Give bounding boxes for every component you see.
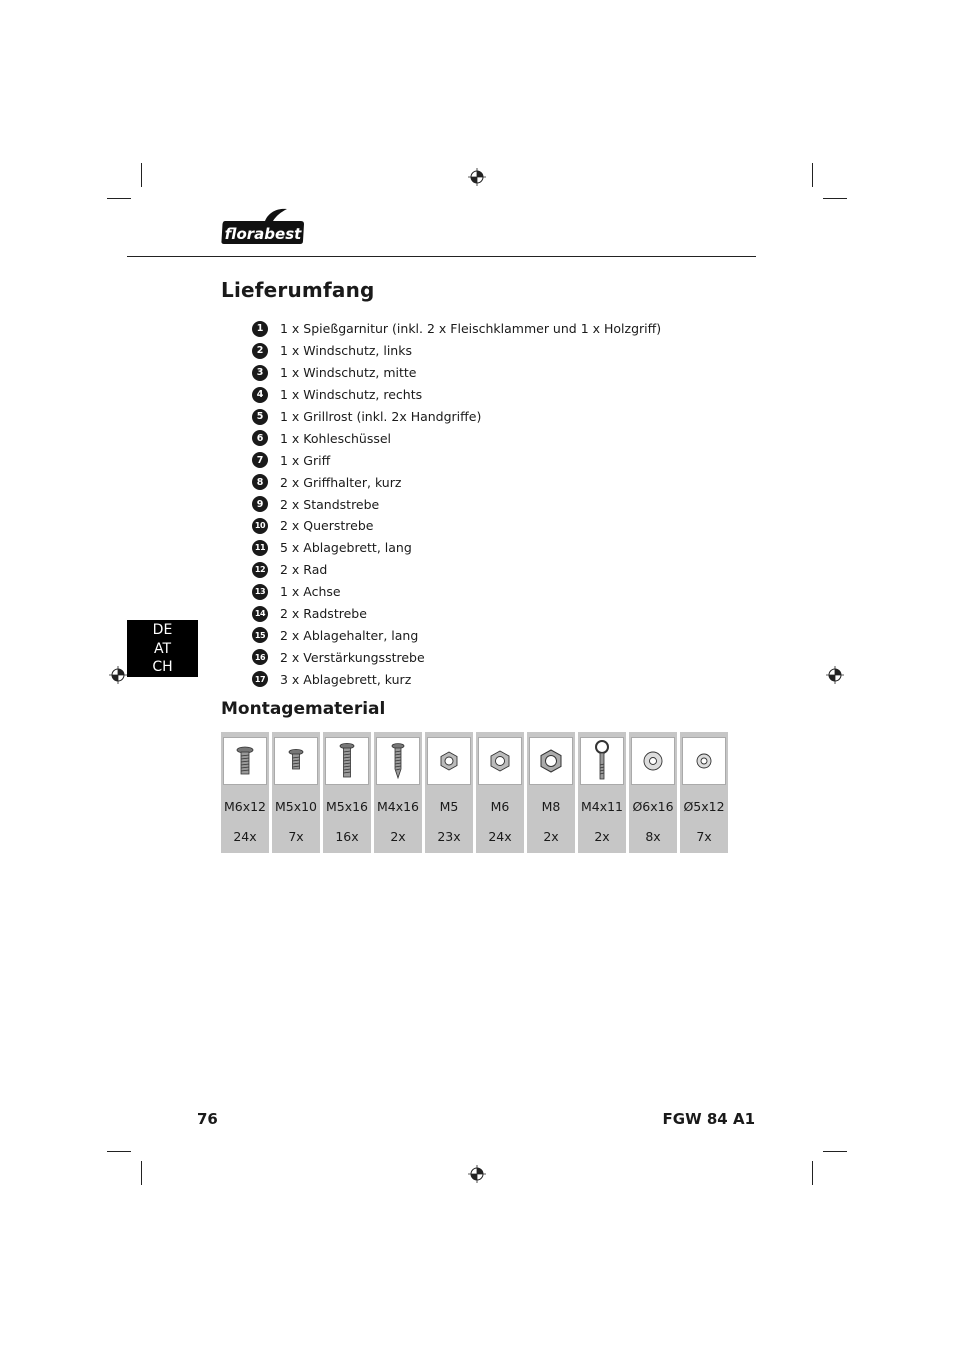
hardware-size: Ø6x16	[629, 790, 677, 820]
registration-mark-icon	[468, 168, 486, 186]
hardware-count: 7x	[680, 820, 728, 853]
logo-text: florabest	[224, 225, 302, 243]
wood-screw-icon	[388, 741, 408, 781]
hardware-table	[218, 732, 731, 853]
item-text: 3 x Ablagebrett, kurz	[280, 671, 412, 687]
crop-mark	[141, 163, 142, 187]
list-item	[252, 471, 661, 493]
page-title: Lieferumfang	[221, 278, 375, 302]
hardware-size: M4x11	[578, 790, 626, 820]
registration-mark-icon	[468, 1165, 486, 1183]
list-item	[252, 603, 661, 625]
item-number: 11	[252, 540, 268, 556]
item-text: 2 x Standstrebe	[280, 496, 380, 512]
item-text: 1 x Windschutz, rechts	[280, 387, 423, 403]
language-code: DE	[152, 622, 173, 638]
item-text: 1 x Kohleschüssel	[280, 430, 392, 446]
screw-icon	[235, 743, 255, 779]
list-item	[252, 624, 661, 646]
list-item	[252, 559, 661, 581]
washer-icon	[642, 750, 664, 772]
item-number: 12	[252, 562, 268, 578]
screw-icon	[286, 743, 306, 779]
language-tab	[127, 620, 198, 677]
item-number: 9	[252, 496, 268, 512]
crop-mark	[141, 1161, 142, 1185]
item-text: 1 x Spießgarnitur (inkl. 2 x Fleischklammer und 1 x Holzgriff)	[280, 321, 662, 337]
hardware-size: M6	[476, 790, 524, 820]
item-text: 2 x Verstärkungsstrebe	[280, 649, 425, 665]
list-item	[252, 515, 661, 537]
hardware-count: 2x	[578, 820, 626, 853]
list-item	[252, 449, 661, 471]
item-text: 1 x Achse	[280, 584, 341, 600]
item-number: 5	[252, 409, 268, 425]
hardware-size: M8	[527, 790, 575, 820]
item-text: 1 x Grillrost (inkl. 2x Handgriffe)	[280, 409, 482, 424]
language-code: AT	[153, 640, 172, 657]
crop-mark	[107, 198, 131, 199]
washer-icon	[695, 752, 713, 770]
item-number: 2	[252, 343, 268, 359]
hardware-count: 2x	[527, 820, 575, 853]
hardware-count: 23x	[425, 820, 473, 853]
item-number: 4	[252, 387, 268, 403]
hardware-size: M6x12	[221, 790, 269, 820]
list-item	[252, 406, 661, 428]
hardware-size: Ø5x12	[680, 790, 728, 820]
hardware-count: 16x	[323, 820, 371, 853]
crop-mark	[812, 1161, 813, 1185]
item-number: 10	[252, 518, 268, 534]
hardware-size: M5x16	[323, 790, 371, 820]
item-text: 2 x Radstrebe	[280, 606, 367, 622]
item-number: 3	[252, 365, 268, 381]
item-number: 8	[252, 474, 268, 490]
list-item	[252, 340, 661, 362]
item-number: 6	[252, 430, 268, 446]
parts-list	[252, 318, 661, 690]
item-number: 7	[252, 452, 268, 468]
hardware-count: 7x	[272, 820, 320, 853]
page-number: 76	[197, 1110, 218, 1128]
nut-icon	[538, 748, 564, 774]
language-code: CH	[152, 659, 173, 675]
crop-mark	[823, 198, 847, 199]
crop-mark	[107, 1151, 131, 1152]
list-item	[252, 362, 661, 384]
florabest-logo	[221, 207, 305, 245]
registration-mark-icon	[826, 666, 844, 684]
item-text: 2 x Ablagehalter, lang	[280, 627, 419, 643]
item-number: 17	[252, 671, 268, 687]
screw-icon	[337, 741, 357, 781]
list-item	[252, 427, 661, 449]
hardware-size: M5	[425, 790, 473, 820]
item-text: 5 x Ablagebrett, lang	[280, 540, 412, 556]
hardware-count: 24x	[221, 820, 269, 853]
item-number: 16	[252, 649, 268, 665]
item-number: 15	[252, 627, 268, 643]
section-title: Montagematerial	[221, 699, 386, 719]
item-number: 1	[252, 321, 268, 337]
crop-mark	[823, 1151, 847, 1152]
crop-mark	[812, 163, 813, 187]
hardware-count: 8x	[629, 820, 677, 853]
hardware-count: 24x	[476, 820, 524, 853]
hardware-size: M5x10	[272, 790, 320, 820]
header-rule	[127, 256, 756, 257]
list-item	[252, 384, 661, 406]
item-text: 1 x Griff	[280, 452, 331, 468]
hardware-count: 2x	[374, 820, 422, 853]
nut-icon	[488, 749, 512, 773]
item-text: 2 x Griffhalter, kurz	[280, 474, 402, 490]
list-item	[252, 493, 661, 515]
item-text: 1 x Windschutz, mitte	[280, 365, 417, 381]
item-number: 13	[252, 584, 268, 600]
item-number: 14	[252, 606, 268, 622]
nut-icon	[438, 750, 460, 772]
item-text: 2 x Rad	[280, 562, 328, 578]
list-item	[252, 537, 661, 559]
list-item	[252, 668, 661, 690]
registration-mark-icon	[109, 666, 127, 684]
list-item	[252, 318, 661, 340]
item-text: 2 x Querstrebe	[280, 518, 374, 534]
list-item	[252, 581, 661, 603]
model-number: FGW 84 A1	[662, 1110, 755, 1128]
item-text: 1 x Windschutz, links	[280, 343, 412, 359]
list-item	[252, 646, 661, 668]
eye-bolt-icon	[592, 739, 612, 783]
hardware-size: M4x16	[374, 790, 422, 820]
